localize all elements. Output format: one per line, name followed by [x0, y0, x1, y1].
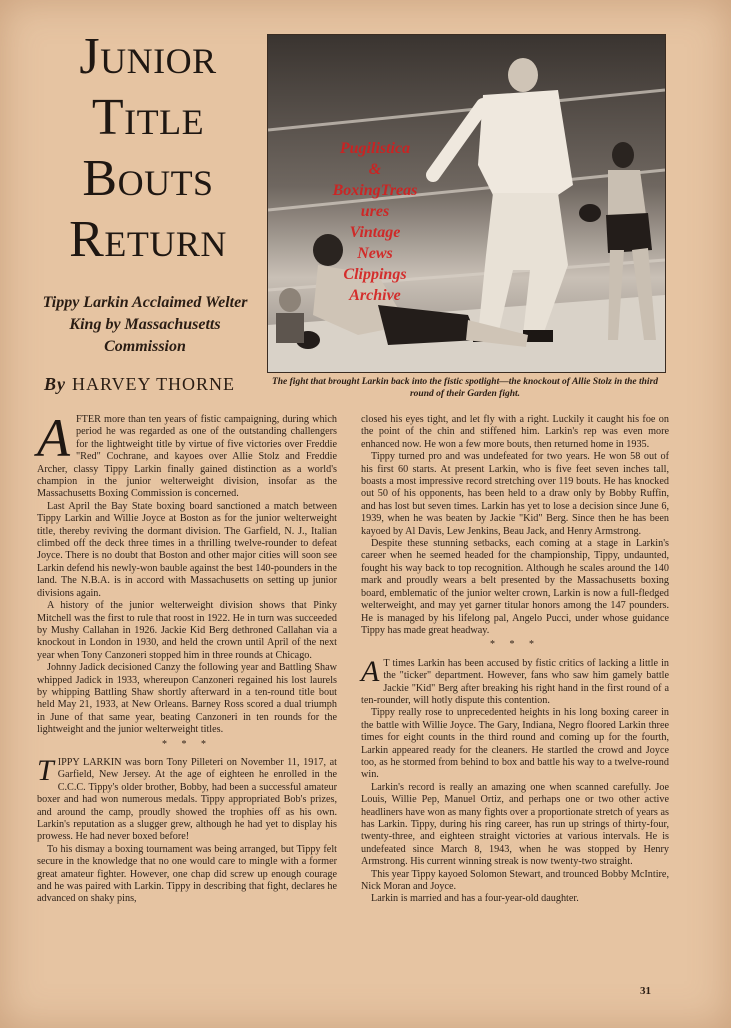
paragraph: Despite these stunning setbacks, each coming at a stage in Larkin's career when he seemed headed for the championship, Tippy, undaunted, fought his way back to top recognition. Although he scales around the 140 mark and proudly wears a belt presented by the Massachusetts boxing board, emblematic of the junior welter crown, Larkin is now a full-fledged welterweight, and may yet garner titular honors among the 147 pounders. He is managed by his lifelong pal, Angelo Pucci, under whose guidance Tippy has made great headway.: [361, 538, 669, 636]
paragraph-text: IPPY LARKIN was born Tony Pilleteri on November 11, 1917, at Garfield, New Jersey. At the age of eighteen he enrolled in the C.C.C. Tippy's older brother, Bobby, had been a successful amateur boxer and had won numerous medals. Tippy appropriated Bob's prizes, and around the camp, proudly showed the trophies off as his own. Larkin's reputation as a slugger grew, although he had yet to display his prowess. He had never boxed before!: [37, 756, 337, 843]
paragraph-text: T times Larkin has been accused by fistic critics of lacking a little in the "ticker" department. However, fans who saw him gamely battle Jackie "Kid" Berg after breaking his right hand in the first round of a ten-rounder, will hotly dispute this contention.: [361, 657, 669, 706]
headline-line-1: Junior: [79, 28, 217, 85]
paragraph: This year Tippy kayoed Solomon Stewart, and trounced Bobby McIntire, Nick Moran and Joyce.: [361, 868, 669, 893]
drop-cap: A: [361, 654, 380, 688]
watermark-line-1: Pugilistica: [339, 140, 411, 157]
paragraph: To his dismay a boxing tournament was being arranged, but Tippy felt secure in the knowledge that no one would care to mingle with a former great amateur fighter. However, one chap did screw up enough courage and he was paired with Larkin. Tippy in describing that fight, declares he advanced on shaky pins,: [37, 843, 337, 905]
page-number: 31: [640, 985, 651, 997]
headline: [42, 26, 254, 270]
drop-cap: A: [37, 408, 70, 468]
paragraph: [37, 753, 337, 844]
paragraph: Last April the Bay State boxing board sanctioned a match between Tippy Larkin and Willie Joyce at Boston as for the junior welterweight title, thereby reviving the dormant division. The Garfield, N. J., Italian climbed off the deck three times in a thrilling twelve-rounder to defeat Joyce. There is no doubt that Boston and other major cities will soon see Larkin defend his newly-won bauble against the best 140-pounders in the land. The N.B.A. is in accord with Massachusetts on setting up junior divisions again.: [37, 500, 337, 599]
paragraph: Larkin's record is really an amazing one when scanned carefully. Joe Louis, Willie Pep, Manuel Ortiz, and perhaps one or two other active headliners have won as many fights over a proportionate stretch of years as has Larkin. Tippy, during his ring career, has run up strings of thirty-four, twenty-three, and eighteen straight victories at various intervals. He is undefeated since March 8, 1943, when he was stopped by Henry Armstrong. His current winning streak is now twenty-two straight.: [361, 781, 669, 868]
archive-watermark: [320, 138, 430, 306]
article-column-left: [37, 408, 337, 906]
watermark-line-6: News: [357, 245, 393, 262]
paragraph: Johnny Jadick decisioned Canzy the following year and Battling Shaw whipped Jadick in 1933, whereupon Canzoneri regained his lost laurels by whipping Battling Shaw shortly afterward in a ten-round title bout held May 21, 1933, at New Orleans. Barney Ross scored a dual triumph in June of that same year, beating Canzoneri in ten rounds for the lightweight and the junior welterweight titles.: [37, 662, 337, 736]
headline-line-3: Bouts: [82, 150, 214, 207]
photo-caption: The fight that brought Larkin back into the fistic spotlight—the knockout of Allie Stolz in the third round of their Garden fight.: [271, 377, 659, 399]
watermark-line-7: Clippings: [343, 266, 407, 283]
paragraph: Tippy really rose to unprecedented heights in his long boxing career in the battle with Willie Joyce. The Gary, Indiana, Negro floored Larkin three times for eight counts in the third round and coming up for the fourth, Larkin appeared ready for the cleaners. He startled the crowd and Joyce too, as he stormed from behind to box and battle his way to a twelve-round win.: [361, 707, 669, 781]
paragraph: closed his eyes tight, and let fly with a right. Luckily it caught his foe on the point of the chin and stiffened him. Larkin's rep was even more enhanced now. He won a few more bouts, then returned home in 1935.: [361, 414, 669, 450]
byline-author: HARVEY THORNE: [72, 374, 236, 394]
watermark-line-2: &: [368, 161, 382, 178]
article-column-right: [361, 414, 669, 906]
paragraph: [361, 654, 669, 708]
paragraph: [37, 408, 337, 501]
watermark-line-3: BoxingTreas: [332, 182, 418, 199]
byline-prefix: By: [44, 374, 66, 394]
headline-line-2: Title: [91, 89, 205, 146]
paragraph-text: FTER more than ten years of fistic campaigning, during which period he was regarded as one of the outstanding challengers for the lightweight title by virtue of five victories over Freddie "Red" Cochrane, and kayoes over Allie Stolz and Freddie Archer, classy Tippy Larkin finally gained distinction as a world's champion in the junior welterweight division, insofar as the Massachusetts Boxing Commission is concerned.: [37, 414, 337, 500]
subheadline: Tippy Larkin Acclaimed Welter King by Massachusetts Commission: [42, 294, 248, 355]
watermark-line-5: Vintage: [349, 224, 401, 241]
drop-cap: T: [37, 753, 54, 787]
byline: [44, 374, 256, 395]
paragraph: A history of the junior welterweight division shows that Pinky Mitchell was the first to rule that roost in 1922. He in turn was succeeded by Mushy Callahan in 1926. Jackie Kid Berg dethroned Callahan via a knockout in London in 1930, and held the crown until April of the next year when Tony Canzoneri stopped him in three rounds at Chicago.: [37, 600, 337, 661]
paragraph: Tippy turned pro and was undefeated for two years. He won 58 out of his first 60 starts. At present Larkin, who is five feet seven inches tall, boasts a most impressive record stretching over 119 bouts. He has knocked out 50 of his opponents, has been held to a draw only by Bobby Ruffin, and has lost but seven times. Larkin has yet to lose a decision since June 6, 1939, when he was beaten by Jackie "Kid" Berg. Since then he has been kayoed by Al Davis, Lew Jenkins, Beau Jack, and Henry Armstrong.: [361, 451, 669, 537]
watermark-line-4: ures: [360, 203, 390, 220]
paragraph: Larkin is married and has a four-year-old daughter.: [371, 893, 579, 905]
section-divider: * * *: [162, 738, 212, 750]
watermark-line-8: Archive: [349, 287, 401, 304]
headline-line-4: Return: [69, 211, 227, 268]
section-divider: * * *: [490, 639, 540, 651]
